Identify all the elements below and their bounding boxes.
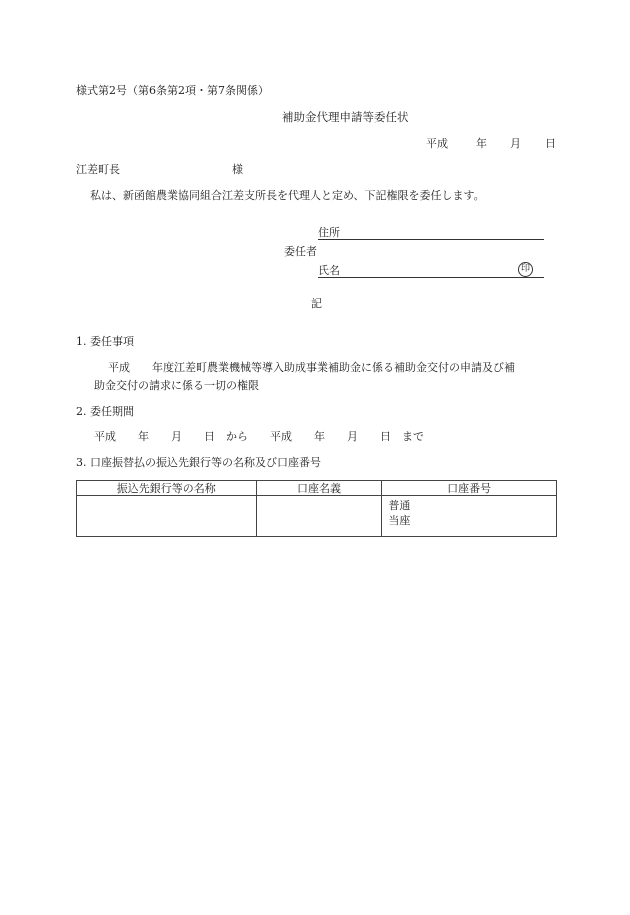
header-bank-name: 振込先銀行等の名称 xyxy=(77,481,257,496)
address-label: 住所 xyxy=(318,226,340,239)
header-account-number: 口座番号 xyxy=(382,481,557,496)
date-day: 日 xyxy=(545,137,556,150)
page-title: 補助金代理申請等委任状 xyxy=(282,110,409,124)
account-number-cell[interactable] xyxy=(382,496,557,537)
header-account-holder: 口座名義 xyxy=(256,481,382,496)
section-2-heading: 2. 委任期間 xyxy=(76,405,134,418)
section-1-line-2: 助金交付の請求に係る一切の権限 xyxy=(94,379,259,392)
date-month: 月 xyxy=(510,137,521,150)
seal-mark: 印 xyxy=(518,262,533,277)
bank-name-cell[interactable] xyxy=(77,496,257,537)
date-era: 平成 xyxy=(426,137,448,150)
name-label: 氏名 xyxy=(318,264,340,277)
account-type-ordinary: 普通 xyxy=(388,499,411,512)
addressee-name: 江差町長 xyxy=(76,163,120,176)
addressee-honorific: 様 xyxy=(232,163,243,176)
section-3-heading: 3. 口座振替払の振込先銀行等の名称及び口座番号 xyxy=(76,456,321,469)
section-1-heading: 1. 委任事項 xyxy=(76,335,134,348)
account-holder-cell[interactable] xyxy=(256,496,382,537)
declaration: 私は、新函館農業協同組合江差支所長を代理人と定め、下記権限を委任します。 xyxy=(90,189,485,202)
form-number: 様式第2号（第6条第2項・第7条関係） xyxy=(76,84,269,97)
account-type-current: 当座 xyxy=(388,514,411,527)
section-1-line-1: 平成 年度江差町農業機械等導入助成事業補助金に係る補助金交付の申請及び補 xyxy=(108,361,515,374)
table-row xyxy=(77,496,557,537)
date-year: 年 xyxy=(476,137,487,150)
address-field[interactable] xyxy=(318,239,544,240)
section-2-period: 平成 年 月 日 から 平成 年 月 日 まで xyxy=(94,430,424,443)
ki-heading: 記 xyxy=(311,297,322,310)
name-field[interactable] xyxy=(318,277,544,278)
table-header-row xyxy=(77,481,557,496)
delegator-label: 委任者 xyxy=(284,245,317,258)
account-table xyxy=(76,480,557,537)
